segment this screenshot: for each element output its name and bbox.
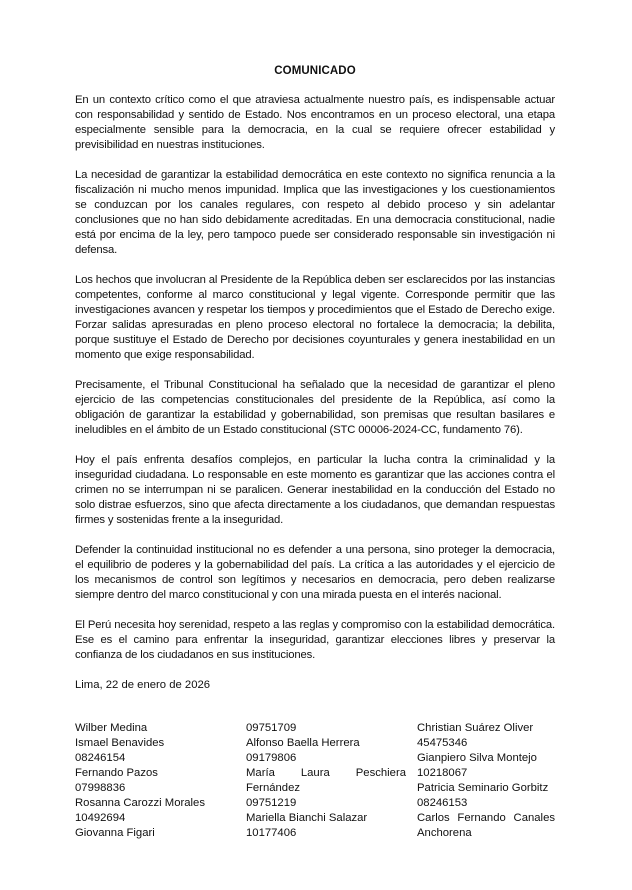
signatory-id: 10177406 bbox=[246, 827, 297, 839]
signatory-name: Carlos Fernando Canales bbox=[417, 812, 555, 824]
signatory-name: Gianpiero Silva Montejo bbox=[417, 752, 537, 764]
document-page bbox=[75, 64, 555, 708]
paragraph-4: Precisamente, el Tribunal Constitucional ha señalado que la necesidad de garantizar el pleno ejercicio de las competencias constitucionales del presidente de la República, así como la obligación de garantizar la estabilidad y gobernabilidad, son premisas que resultan basilares e ineludibles en el ámbito de un Estado constitucional (STC 00006-2024-CC, fundamento 76). bbox=[75, 379, 555, 436]
signatory-name: Christian Suárez Oliver bbox=[417, 722, 534, 734]
signatories-column-1 bbox=[75, 721, 240, 841]
signatory-name: Ismael Benavides bbox=[75, 737, 165, 749]
signatories-block bbox=[75, 721, 555, 841]
signatory-name: Giovanna Figari bbox=[75, 827, 155, 839]
paragraph-7: El Perú necesita hoy serenidad, respeto a las reglas y compromiso con la estabilidad democrática. Ese es el camino para enfrentar la inseguridad, garantizar elecciones libres y preservar la confianza de los ciudadanos en sus instituciones. bbox=[75, 619, 555, 661]
signatory-name: Fernando Pazos bbox=[75, 767, 158, 779]
signatory-name: Alfonso Baella Herrera bbox=[246, 737, 360, 749]
signatory-name-continued: Anchorena bbox=[417, 827, 472, 839]
paragraph-1: En un contexto crítico como el que atraviesa actualmente nuestro país, es indispensable actuar con responsabilidad y sentido de Estado. Nos encontramos en un proceso electoral, una etapa especialmente sensible para la democracia, en la cual se requiere ofrecer estabilidad y previsibilidad en nuestras instituciones. bbox=[75, 94, 555, 151]
signatory-id: 10218067 bbox=[417, 767, 468, 779]
paragraph-2: La necesidad de garantizar la estabilidad democrática en este contexto no significa renuncia a la fiscalización ni mucho menos impunidad. Implica que las investigaciones y los cuestionamientos se conduzcan por los canales regulares, con respeto al debido proceso y sin adelantar conclusiones que no han sido debidamente acreditadas. En una democracia constitucional, nadie está por encima de la ley, pero tampoco puede ser considerado responsable sin investigación ni defensa. bbox=[75, 169, 555, 256]
signatory-name: Mariella Bianchi Salazar bbox=[246, 812, 368, 824]
signatory-name: Rosanna Carozzi Morales bbox=[75, 797, 205, 809]
paragraph-6: Defender la continuidad institucional no es defender a una persona, sino proteger la democracia, el equilibrio de poderes y la gobernabilidad del país. La crítica a las autoridades y el ejercicio de los mecanismos de control son legítimos y necesarios en democracia, pero deben realizarse siempre dentro del marco constitucional y con una mirada puesta en el interés nacional. bbox=[75, 544, 555, 601]
paragraph-3: Los hechos que involucran al Presidente de la República deben ser esclarecidos por las instancias competentes, conforme al marco constitucional y legal vigente. Corresponde permitir que las investigaciones avancen y respetar los tiempos y procedimientos que el Estado de Derecho exige. Forzar salidas apresuradas en pleno proceso electoral no fortalece la democracia; la debilita, porque sustituye el Estado de Derecho por decisiones coyunturales y genera inestabilidad en un momento que exige responsabilidad. bbox=[75, 274, 555, 361]
signatory-name: Wilber Medina bbox=[75, 722, 148, 734]
signatories-column-2 bbox=[246, 721, 411, 841]
signatories-column-3 bbox=[417, 721, 557, 841]
signatory-id: 09179806 bbox=[246, 752, 297, 764]
signatory-id: 08246154 bbox=[75, 752, 126, 764]
paragraph-5: Hoy el país enfrenta desafíos complejos, en particular la lucha contra la criminalidad y la inseguridad ciudadana. Lo responsable en este momento es garantizar que las acciones contra el crimen no se interrumpan ni se paralicen. Generar inestabilidad en la conducción del Estado no solo distrae esfuerzos, sino que afecta directamente a los ciudadanos, que demandan respuestas firmes y sostenidas frente a la inseguridad. bbox=[75, 454, 555, 526]
signatory-id: 07998836 bbox=[75, 782, 126, 794]
signatory-name-continued: Fernández bbox=[246, 782, 301, 794]
signatory-name: Patricia Seminario Gorbitz bbox=[417, 782, 549, 794]
signatory-id: 08246153 bbox=[417, 797, 468, 809]
signatory-id: 09751709 bbox=[246, 722, 297, 734]
signatory-id: 09751219 bbox=[246, 797, 297, 809]
signatory-id: 45475346 bbox=[417, 737, 468, 749]
document-title: COMUNICADO bbox=[274, 65, 356, 77]
date-line: Lima, 22 de enero de 2026 bbox=[75, 679, 211, 691]
signatory-id: 10492694 bbox=[75, 812, 126, 824]
signatory-name: María Laura Peschiera bbox=[246, 767, 406, 779]
